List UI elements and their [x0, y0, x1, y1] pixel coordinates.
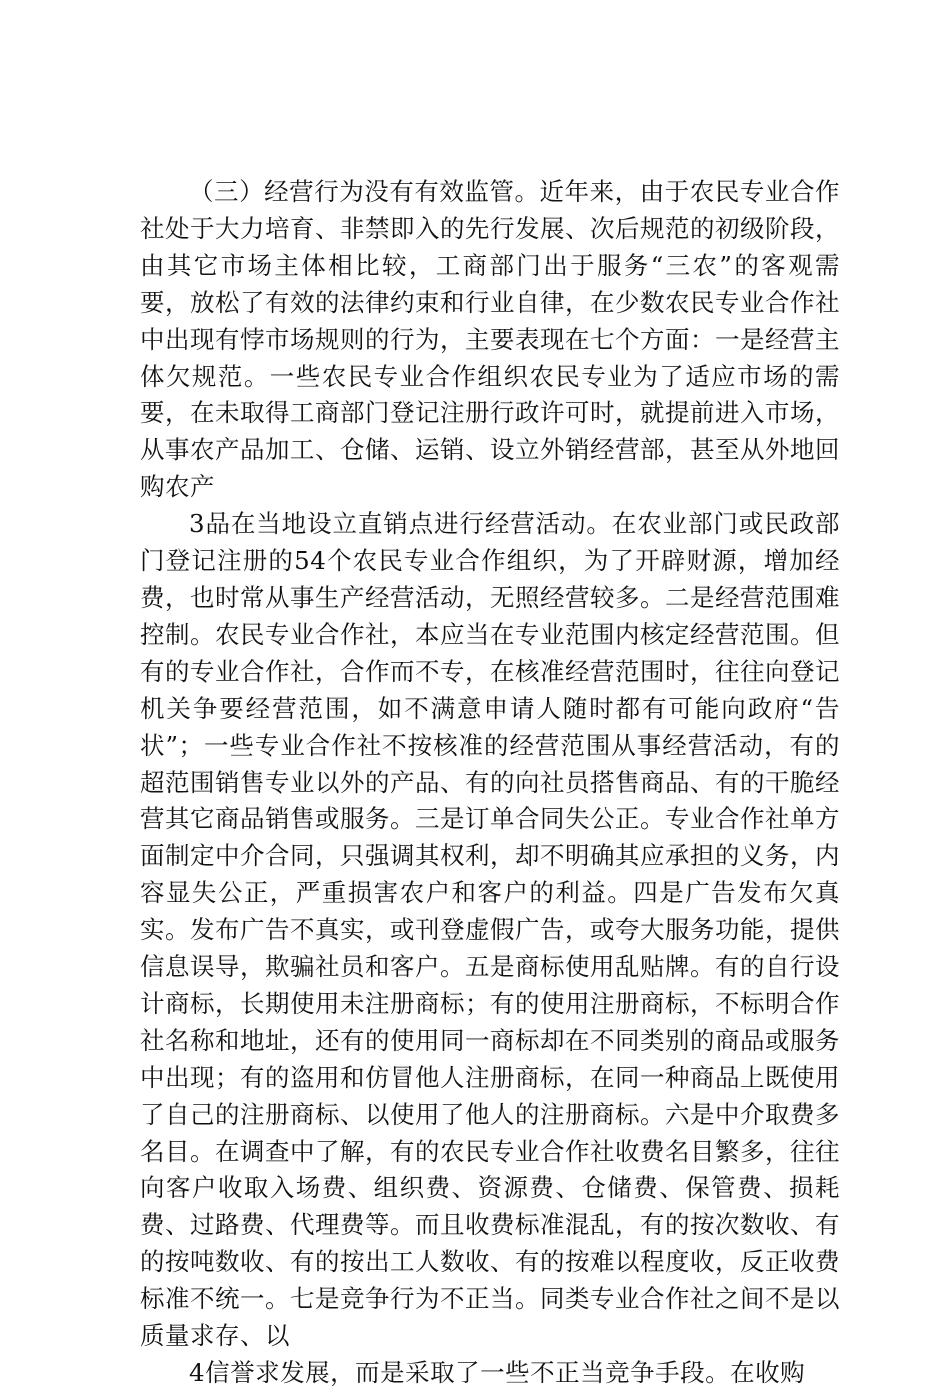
document-body: [140, 174, 840, 1392]
paragraph-1: （三）经营行为没有有效监管。近年来，由于农民专业合作社处于大力培育、非禁即入的先行发展、次后规范的初级阶段，由其它市场主体相比较，工商部门出于服务“三农”的客观需要，放松了有效的法律约束和行业自律，在少数农民专业合作社中出现有悖市场规则的行为，主要表现在七个方面：一是经营主体欠规范。一些农民专业合作组织农民专业为了适应市场的需要，在未取得工商部门登记注册行政许可时，就提前进入市场，从事农产品加工、仓储、运销、设立外销经营部，甚至从外地回购农产: [140, 177, 840, 502]
paragraph-2: 3品在当地设立直销点进行经营活动。在农业部门或民政部门登记注册的54个农民专业合作组织，为了开辟财源，增加经费，也时常从事生产经营活动，无照经营较多。二是经营范围难控制。农民专业合作社，本应当在专业范围内核定经营范围。但有的专业合作社，合作而不专，在核准经营范围时，往往向登记机关争要经营范围，如不满意申请人随时都有可能向政府“告状”；一些专业合作社不按核准的经营范围从事经营活动，有的超范围销售专业以外的产品、有的向社员搭售商品、有的干脆经营其它商品销售或服务。三是订单合同失公正。专业合作社单方面制定中介合同，只强调其权利，却不明确其应承担的义务，内容显失公正，严重损害农户和客户的利益。四是广告发布欠真实。发布广告不真实，或刊登虚假广告，或夸大服务功能，提供信息误导，欺骗社员和客户。五是商标使用乱贴牌。有的自行设计商标，长期使用未注册商标；有的使用注册商标，不标明合作社名称和地址，还有的使用同一商标却在不同类别的商品或服务中出现；有的盗用和仿冒他人注册商标，在同一种商品上既使用了自己的注册商标、以使用了他人的注册商标。六是中介取费多名目。在调查中了解，有的农民专业合作社收费名目繁多，往往向客户收取入场费、组织费、资源费、仓储费、保管费、损耗费、过路费、代理费等。而且收费标准混乱，有的按次数收、有的按吨数收、有的按出工人数收、有的按难以程度收，反正收费标准不统一。七是竞争行为不正当。同类专业合作社之间不是以质量求存、以: [140, 509, 840, 1351]
paragraph-3: 4信誉求发展，而是采取了一些不正当竞争手段。在收购: [189, 1358, 806, 1387]
